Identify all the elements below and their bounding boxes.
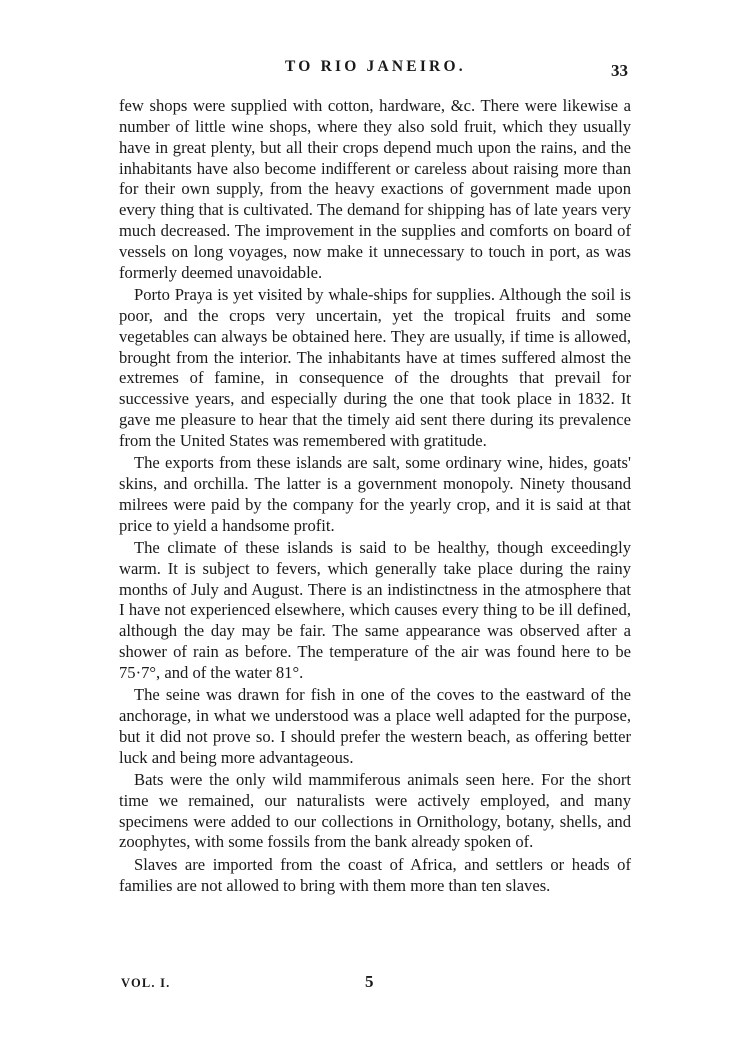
volume-signature: VOL. I. [121,976,171,990]
running-title: TO RIO JANEIRO. [285,58,466,75]
signature-mark: 5 [365,972,374,991]
paragraph-bats: Bats were the only wild mammiferous animals seen here. For the short time we remained, our naturalists were actively employed, and many specimens were added to our collections in Ornithology, botany, shells, and zoophytes, with some fossils from the bank already spoken of. [119,769,631,852]
paragraph-seine: The seine was drawn for fish in one of the coves to the eastward of the anchorage, in what we understood was a place well adapted for the purpose, but it did not prove so. I should prefer the western beach, as offering better luck and being more advantageous. [119,685,631,767]
running-header [0,58,750,82]
paragraph-porto-praya: Porto Praya is yet visited by whale-ships for supplies. Although the soil is poor, and the crops very uncertain, yet the tropical fruits and some vegetables can always be obtained here. They are usually, if time is allowed, brought from the interior. The inhabitants have at times suffered almost the extremes of famine, in consequence of the droughts that prevail for successive years, and especially during the one that took place in 1832. It gave me pleasure to hear that the timely aid sent there during its prevalence from the United States was remembered with gratitude. [119,284,631,450]
paragraph-exports: The exports from these islands are salt, some ordinary wine, hides, goats' skins, and orchilla. The latter is a government monopoly. Ninety thousand milrees were paid by the company for the yearly crop, and it is said at that price to yield a handsome profit. [119,453,631,535]
paragraph-continued: few shops were supplied with cotton, hardware, &c. There were likewise a number of little wine shops, where they also sold fruit, which they usually have in great plenty, but all their crops depend much upon the rains, and the inhabitants have also become indifferent or careless about raising more than for their own supply, from the heavy exactions of government made upon every thing that is cultivated. The demand for shipping has of late years very much decreased. The improvement in the supplies and comforts on board of vessels on long voyages, now make it unnecessary to touch in port, as was formerly deemed unavoidable. [119,96,631,282]
page-footer [0,972,750,996]
page-number: 33 [611,61,628,80]
paragraph-slaves: Slaves are imported from the coast of Africa, and settlers or heads of families are not allowed to bring with them more than ten slaves. [119,854,631,895]
paragraph-climate: The climate of these islands is said to be healthy, though exceedingly warm. It is subject to fevers, which generally take place during the rainy months of July and August. There is an indistinctness in the atmosphere that I have not experienced elsewhere, which causes every thing to be ill defined, although the day may be fair. The same appearance was observed after a shower of rain as before. The temperature of the air was found here to be 75·7°, and of the water 81°. [119,537,631,682]
body-text [119,96,631,896]
